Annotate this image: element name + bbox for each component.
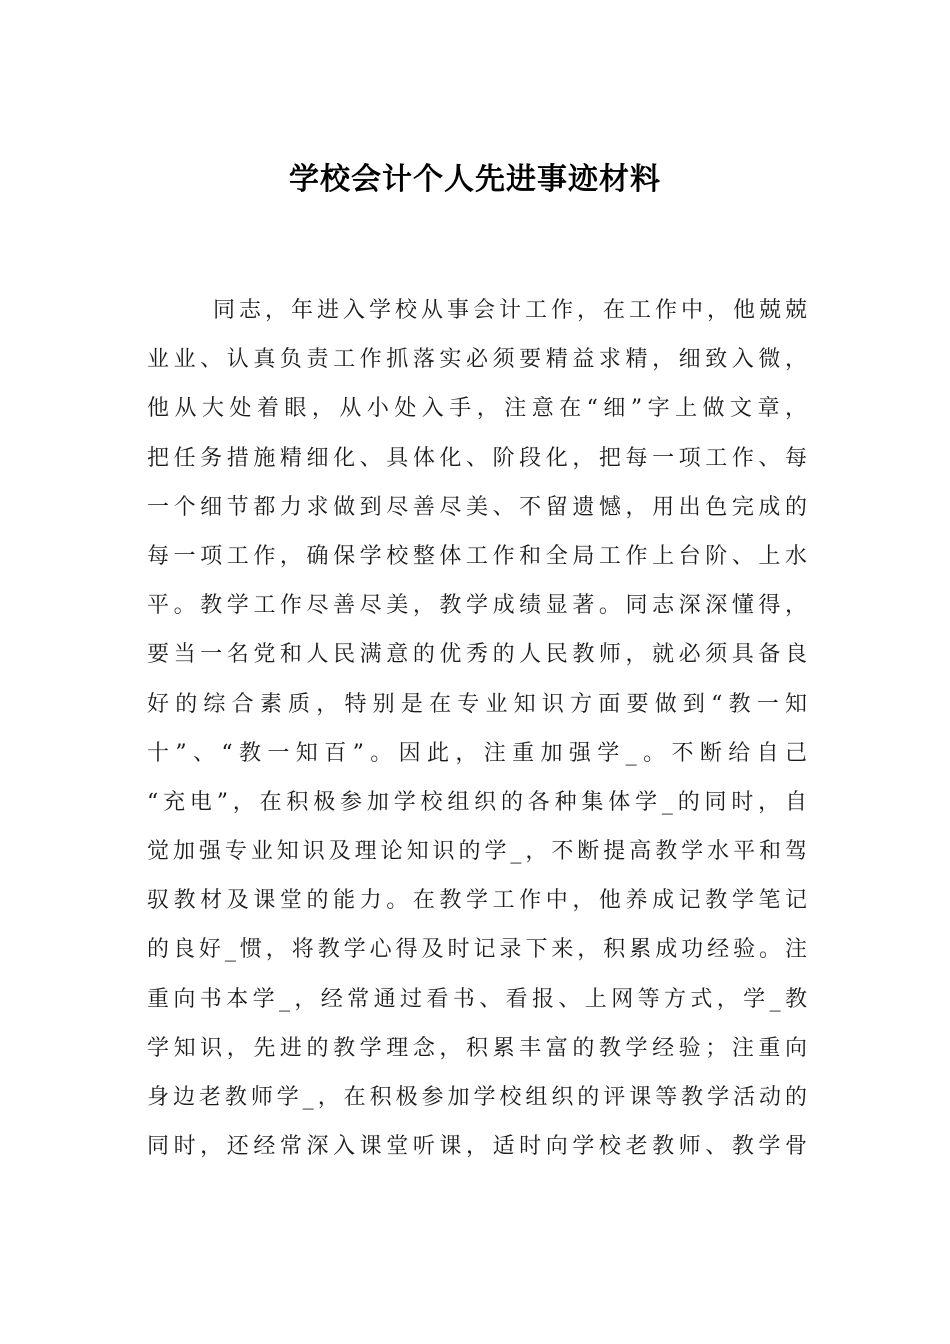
body-line: 要当一名党和人民满意的优秀的人民教师，就必须具备良 bbox=[147, 642, 807, 668]
body-line: 驭教材及课堂的能力。在教学工作中，他养成记教学笔记 bbox=[147, 888, 807, 914]
body-line: 身边老教师学_，在积极参加学校组织的评课等教学活动的 bbox=[147, 1085, 807, 1110]
body-line: 每一项工作，确保学校整体工作和全局工作上台阶、上水 bbox=[147, 543, 807, 569]
body-line: “充电”，在积极参加学校组织的各种集体学_的同时，自 bbox=[147, 789, 807, 815]
body-line: 觉加强专业知识及理论知识的学_，不断提高教学水平和驾 bbox=[147, 839, 807, 865]
body-line: 把任务措施精细化、具体化、阶段化，把每一项工作、每 bbox=[147, 445, 807, 471]
document-title: 学校会计个人先进事迹材料 bbox=[289, 162, 661, 197]
body-line: 平。教学工作尽善尽美，教学成绩显著。同志深深懂得， bbox=[147, 593, 807, 619]
body-line: 他从大处着眼，从小处入手，注意在“细”字上做文章， bbox=[147, 396, 807, 422]
body-line: 重向书本学_，经常通过看书、看报、上网等方式，学_教 bbox=[147, 986, 807, 1012]
body-line: 好的综合素质，特别是在专业知识方面要做到“教一知 bbox=[147, 691, 807, 717]
body-line: 同时，还经常深入课堂听课，适时向学校老教师、教学骨 bbox=[147, 1134, 807, 1160]
body-line: 的良好_惯，将教学心得及时记录下来，积累成功经验。注 bbox=[147, 937, 807, 963]
document-body bbox=[147, 286, 807, 1171]
body-line: 学知识，先进的教学理念，积累丰富的教学经验；注重向 bbox=[147, 1035, 807, 1061]
body-line: 十”、“教一知百”。因此，注重加强学_。不断给自己 bbox=[147, 740, 807, 766]
body-line: 一个细节都力求做到尽善尽美、不留遗憾，用出色完成的 bbox=[147, 494, 807, 520]
body-line: 同志，年进入学校从事会计工作，在工作中，他兢兢 bbox=[213, 298, 807, 323]
body-line: 业业、认真负责工作抓落实必须要精益求精，细致入微， bbox=[147, 347, 807, 373]
